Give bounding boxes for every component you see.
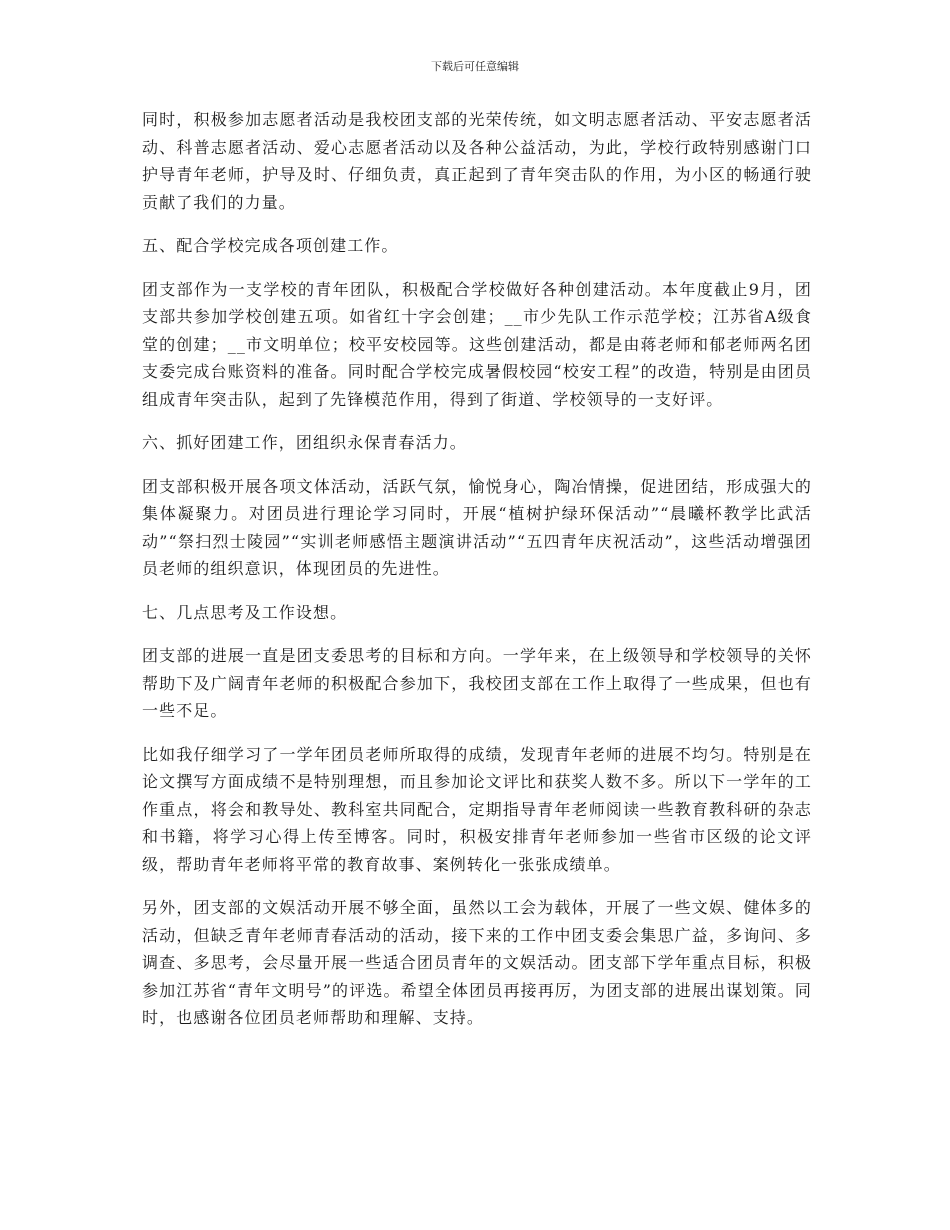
page-header: 下载后可任意编辑 (431, 60, 519, 73)
paragraph-shortcomings: 比如我仔细学习了一学年团员老师所取得的成绩，发现青年老师的进展不均匀。特别是在论文撰写方面成绩不是特别理想，而且参加论文评比和获奖人数不多。所以下一学年的工作重点，将会和教导处、教科室共同配合，定期指导青年老师阅读一些教育教科研的杂志和书籍，将学习心得上传至博客。同时，积极安排青年老师参加一些省市区级的论文评级，帮助青年老师将平常的教育故事、案例转化一张张成绩单。 (142, 744, 812, 874)
paragraph-reflection: 团支部的进展一直是团支委思考的目标和方向。一学年来，在上级领导和学校领导的关怀帮助下及广阔青年老师的积极配合参加下，我校团支部在工作上取得了一些成果，但也有一些不足。 (142, 646, 812, 720)
document-body (142, 106, 812, 1048)
paragraph-creation: 团支部作为一支学校的青年团队，积极配合学校做好各种创建活动。本年度截止9月，团支部共参加学校创建五项。如省红十字会创建；__市少先队工作示范学校；江苏省A级食堂的创建；__市文明单位；校平安校园等。这些创建活动，都是由蒋老师和郁老师两名团支委完成台账资料的准备。同时配合学校完成暑假校园“校安工程”的改造，特别是由团员组成青年突击队，起到了先锋模范作用，得到了街道、学校领导的一支好评。 (142, 279, 812, 409)
section-heading-6: 六、抓好团建工作，团组织永保青春活力。 (142, 433, 467, 452)
paragraph-activities: 团支部积极开展各项文体活动，活跃气氛，愉悦身心，陶冶情操，促进团结，形成强大的集体凝聚力。对团员进行理论学习同时，开展“植树护绿环保活动”“晨曦杯教学比武活动”“祭扫烈士陵园”“实训老师感悟主题演讲活动”“五四青年庆祝活动”，这些活动增强团员老师的组织意识，体现团员的先进性。 (142, 476, 812, 578)
section-heading-5: 五、配合学校完成各项创建工作。 (142, 236, 399, 255)
paragraph-plans: 另外，团支部的文娱活动开展不够全面，虽然以工会为载体，开展了一些文娱、健体多的活动，但缺乏青年老师青春活动的活动，接下来的工作中团支委会集思广益，多询问、多调查、多思考，会尽量开展一些适合团员青年的文娱活动。团支部下学年重点目标，积极参加江苏省“青年文明号”的评选。希望全体团员再接再厉，为团支部的进展出谋划策。同时，也感谢各位团员老师帮助和理解、支持。 (142, 898, 812, 1027)
section-heading-7: 七、几点思考及工作设想。 (142, 602, 348, 622)
paragraph-volunteer: 同时，积极参加志愿者活动是我校团支部的光荣传统，如文明志愿者活动、平安志愿者活动、科普志愿者活动、爱心志愿者活动以及各种公益活动，为此，学校行政特别感谢门口护导青年老师，护导及时、仔细负责，真正起到了青年突击队的作用，为小区的畅通行驶贡献了我们的力量。 (142, 110, 812, 212)
